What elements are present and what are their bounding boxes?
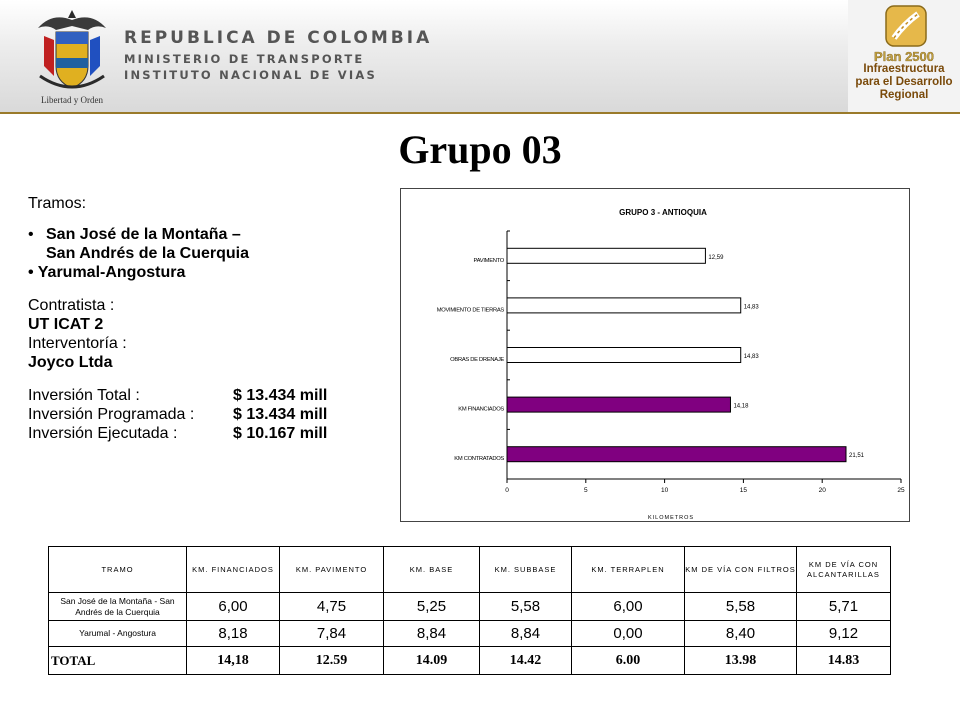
table-total-cell: 14,18 <box>187 647 280 675</box>
table-cell-tramo: San José de la Montaña - San Andrés de la Cuerquia <box>49 593 187 621</box>
table-total-cell: 14.42 <box>480 647 572 675</box>
plan-line-4: Regional <box>879 89 929 101</box>
table-header-cell: KM DE VÍA CON ALCANTARILLAS <box>797 547 891 593</box>
header-divider <box>0 112 960 114</box>
table-cell: 7,84 <box>280 621 384 647</box>
table-cell-tramo: Yarumal - Angostura <box>49 621 187 647</box>
chart-value-label: 14,83 <box>743 304 759 311</box>
inversion-programada-label: Inversión Programada : <box>28 406 195 423</box>
chart-value-label: 14,18 <box>733 403 749 410</box>
interventoria-value: Joyco Ltda <box>28 354 113 371</box>
contratista-value: UT ICAT 2 <box>28 316 104 333</box>
inversion-total-value: $ 13.434 mill <box>233 387 328 404</box>
inversion-ejecutada-label: Inversión Ejecutada : <box>28 425 178 442</box>
table-header-cell: KM. FINANCIADOS <box>187 547 280 593</box>
inversion-ejecutada-value: $ 10.167 mill <box>233 425 328 442</box>
group-info <box>28 194 388 443</box>
bar-chart-frame <box>400 188 910 522</box>
table-total-cell: 14.83 <box>797 647 891 675</box>
table-cell: 8,84 <box>480 621 572 647</box>
table-row <box>49 621 891 647</box>
tramo-1-line-1: San José de la Montaña – <box>46 226 241 243</box>
ministry-title: MINISTERIO DE TRANSPORTE <box>124 52 365 66</box>
inversion-total-row <box>28 386 388 405</box>
inversion-ejecutada-row <box>28 424 388 443</box>
table-cell: 8,84 <box>384 621 480 647</box>
table-total-cell: 6.00 <box>572 647 685 675</box>
contratista-label: Contratista : <box>28 297 115 314</box>
inversion-total-label: Inversión Total : <box>28 387 140 404</box>
km-summary-table <box>48 546 891 675</box>
table-header-cell: KM. SUBBASE <box>480 547 572 593</box>
plan-line-3: para el Desarrollo <box>855 76 953 88</box>
bullet-icon: • <box>28 226 34 243</box>
table-cell: 6,00 <box>187 593 280 621</box>
chart-bar <box>507 248 705 263</box>
table-header-row <box>49 547 891 593</box>
table-cell: 5,71 <box>797 593 891 621</box>
tramo-2: • Yarumal-Angostura <box>28 264 186 281</box>
republic-title: REPUBLICA DE COLOMBIA <box>124 28 433 48</box>
table-total-row <box>49 647 891 675</box>
table-cell: 6,00 <box>572 593 685 621</box>
chart-category-label: MOVIMIENTO DE TIERRAS <box>436 307 504 314</box>
chart-value-label: 21,51 <box>848 453 865 460</box>
chart-category-label: OBRAS DE DRENAJE <box>450 357 504 363</box>
chart-bar <box>507 447 846 462</box>
table-header-cell: KM. BASE <box>384 547 480 593</box>
interventoria-label: Interventoría : <box>28 335 127 352</box>
coat-of-arms-logo <box>30 6 114 106</box>
table-total-cell: 12.59 <box>280 647 384 675</box>
chart-bar <box>507 348 741 363</box>
motto-text: Libertad y Orden <box>41 95 103 105</box>
chart-bar <box>507 397 730 412</box>
chart-bar <box>507 298 741 313</box>
table-header-cell: KM. TERRAPLEN <box>572 547 685 593</box>
chart-category-label: KM CONTRATADOS <box>454 456 504 463</box>
chart-x-tick-label: 15 <box>739 487 748 494</box>
table-header-cell: TRAMO <box>49 547 187 593</box>
chart-category-label: KM FINANCIADOS <box>458 406 504 413</box>
page-title: Grupo 03 <box>398 127 562 172</box>
table-total-cell: 13.98 <box>685 647 797 675</box>
table-cell: 0,00 <box>572 621 685 647</box>
header-titles <box>124 28 432 82</box>
table-row <box>49 593 891 621</box>
chart-x-tick-label: 20 <box>818 487 826 494</box>
chart-title: GRUPO 3 - ANTIOQUIA <box>619 208 707 217</box>
plan-line-2: Infraestructura <box>863 63 945 75</box>
chart-value-label: 12,59 <box>708 254 724 261</box>
plan-2500-text <box>850 50 958 102</box>
table-cell: 5,25 <box>384 593 480 621</box>
table-cell: 8,40 <box>685 621 797 647</box>
bar-chart <box>401 189 909 521</box>
tramo-1 <box>28 225 388 263</box>
table-cell: 9,12 <box>797 621 891 647</box>
tramos-label: Tramos: <box>28 195 87 212</box>
chart-x-tick-label: 0 <box>505 487 509 494</box>
chart-value-label: 14,83 <box>743 354 759 360</box>
table-total-cell: 14.09 <box>384 647 480 675</box>
table-cell: 4,75 <box>280 593 384 621</box>
table-cell: 5,58 <box>480 593 572 621</box>
inversion-programada-row <box>28 405 388 424</box>
plan-line-1: Plan 2500 <box>874 49 934 64</box>
chart-x-tick-label: 25 <box>897 487 905 494</box>
chart-x-tick-label: 5 <box>583 487 588 494</box>
chart-x-tick-label: 10 <box>660 487 669 494</box>
tramo-1-line-2: San Andrés de la Cuerquia <box>46 245 250 262</box>
table-total-label: TOTAL <box>49 647 187 675</box>
table-header-cell: KM. PAVIMENTO <box>280 547 384 593</box>
inversion-programada-value: $ 13.434 mill <box>233 406 328 423</box>
road-icon <box>884 4 928 48</box>
institute-title: INSTITUTO NACIONAL DE VIAS <box>124 68 377 82</box>
table-header-cell: KM DE VÍA CON FILTROS <box>685 547 797 593</box>
table-cell: 8,18 <box>187 621 280 647</box>
chart-category-label: PAVIMENTO <box>473 257 504 264</box>
chart-x-axis-label: KILOMETROS <box>647 515 695 521</box>
table-cell: 5,58 <box>685 593 797 621</box>
